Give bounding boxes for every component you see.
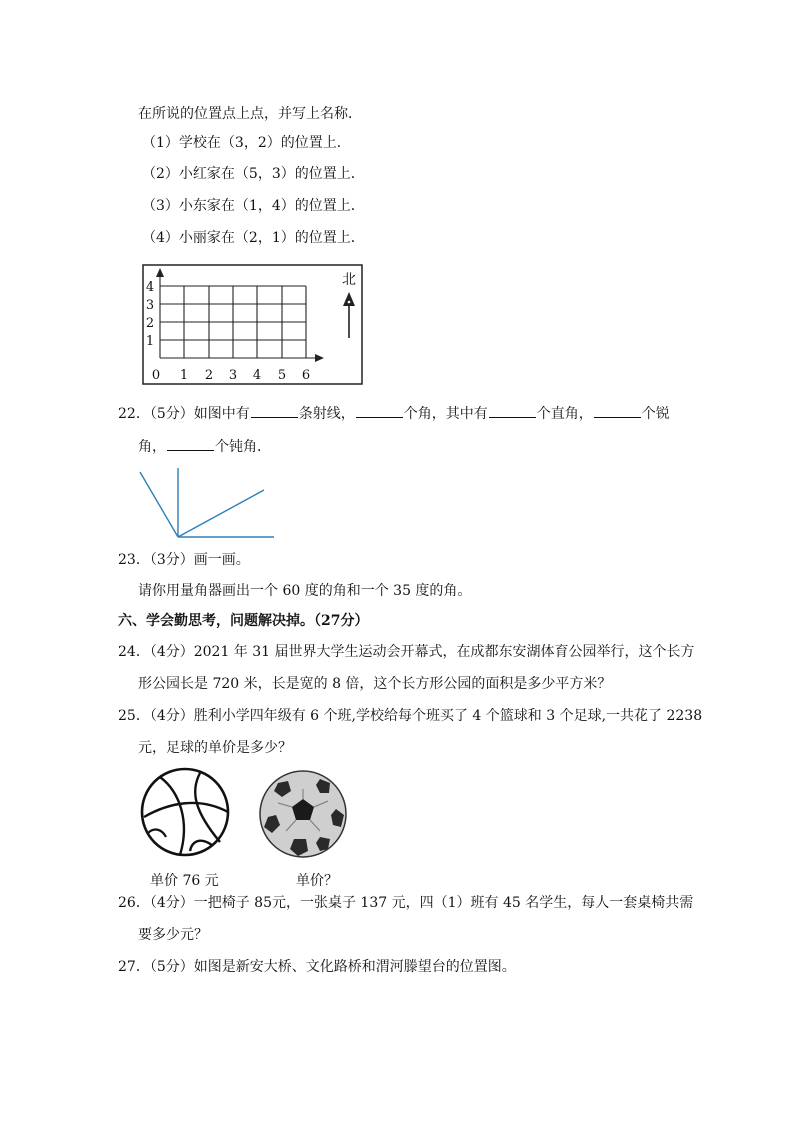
north-arrow-icon bbox=[343, 292, 355, 306]
y-label-4: 4 bbox=[145, 280, 155, 295]
q22-blank-1[interactable] bbox=[251, 403, 298, 418]
ray-left bbox=[140, 472, 178, 537]
x-label-3: 3 bbox=[228, 368, 238, 383]
q26-line2: 要多少元？ bbox=[138, 927, 208, 943]
q26-line1: 26．（4分）一把椅子 85元，一张桌子 137 元，四（1）班有 45 名学生，每人一套桌椅共需 bbox=[118, 895, 694, 911]
q22-p3: 个直角， bbox=[536, 406, 593, 422]
rays-figure bbox=[134, 466, 280, 546]
x-label-0: 0 bbox=[151, 368, 161, 383]
coordinate-grid-figure bbox=[142, 264, 364, 386]
y-label-1: 1 bbox=[145, 334, 155, 349]
x-axis-arrow bbox=[315, 354, 324, 362]
q24-line2: 形公园长是 720 米，长是宽的 8 倍，这个长方形公园的面积是多少平方米？ bbox=[138, 676, 612, 692]
item-4: （4）小丽家在（2，1）的位置上． bbox=[142, 230, 365, 246]
q22-p1: 条射线， bbox=[298, 406, 355, 422]
q22-line2-start: 角， bbox=[138, 439, 166, 455]
q22-blank-2[interactable] bbox=[356, 403, 403, 418]
intro-text: 在所说的位置点上点，并写上名称． bbox=[138, 106, 362, 122]
q22-line2 bbox=[138, 436, 271, 457]
q27-line1: 27．（5分）如图是新安大桥、文化路桥和渭河滕望台的位置图。 bbox=[118, 959, 516, 975]
y-axis-arrow bbox=[156, 268, 164, 277]
ray-slanted bbox=[178, 490, 264, 537]
q22-line2-end: 个钝角． bbox=[215, 439, 271, 455]
item-2: （2）小红家在（5，3）的位置上． bbox=[142, 166, 365, 182]
item-1: （1）学校在（3，2）的位置上． bbox=[142, 135, 351, 151]
soccer-price-caption: 单价？ bbox=[296, 873, 338, 889]
q24-line1: 24．（4分）2021 年 31 届世界大学生运动会开幕式，在成都东安湖体育公园举行，这个长方 bbox=[118, 644, 695, 660]
x-label-2: 2 bbox=[204, 368, 214, 383]
grid-lines bbox=[160, 272, 318, 358]
q22-blank-5[interactable] bbox=[167, 436, 214, 451]
q22-blank-3[interactable] bbox=[489, 403, 536, 418]
x-label-6: 6 bbox=[301, 368, 311, 383]
q22-p2: 个角，其中有 bbox=[403, 406, 488, 422]
basketball-icon bbox=[140, 767, 230, 857]
q22-p4: 个锐 bbox=[641, 406, 670, 422]
basketball-price-caption: 单价 76 元 bbox=[150, 873, 219, 889]
q25-line1: 25．（4分）胜利小学四年级有 6 个班,学校给每个班买了 4 个篮球和 3 个足球,一共花了 2238 bbox=[118, 708, 703, 724]
q25-line2: 元，足球的单价是多少？ bbox=[138, 740, 292, 756]
x-label-1: 1 bbox=[179, 368, 189, 383]
section-6-heading: 六、学会勤思考，问题解决掉。（27分） bbox=[118, 613, 369, 629]
y-label-2: 2 bbox=[145, 316, 155, 331]
q22-prefix: 22．（5分）如图中有 bbox=[118, 406, 250, 422]
item-3: （3）小东家在（1，4）的位置上． bbox=[142, 198, 365, 214]
q23-body: 请你用量角器画出一个 60 度的角和一个 35 度的角。 bbox=[138, 583, 472, 599]
y-label-3: 3 bbox=[145, 298, 155, 313]
north-label: 北 bbox=[342, 272, 356, 288]
x-label-5: 5 bbox=[277, 368, 287, 383]
x-label-4: 4 bbox=[252, 368, 262, 383]
soccer-ball-icon bbox=[258, 769, 348, 859]
q22-blank-4[interactable] bbox=[594, 403, 641, 418]
q22-line1 bbox=[118, 403, 670, 424]
north-arrow-dot bbox=[348, 301, 351, 304]
grid-frame bbox=[143, 265, 362, 384]
q23-title: 23．（3分）画一画。 bbox=[118, 552, 250, 568]
